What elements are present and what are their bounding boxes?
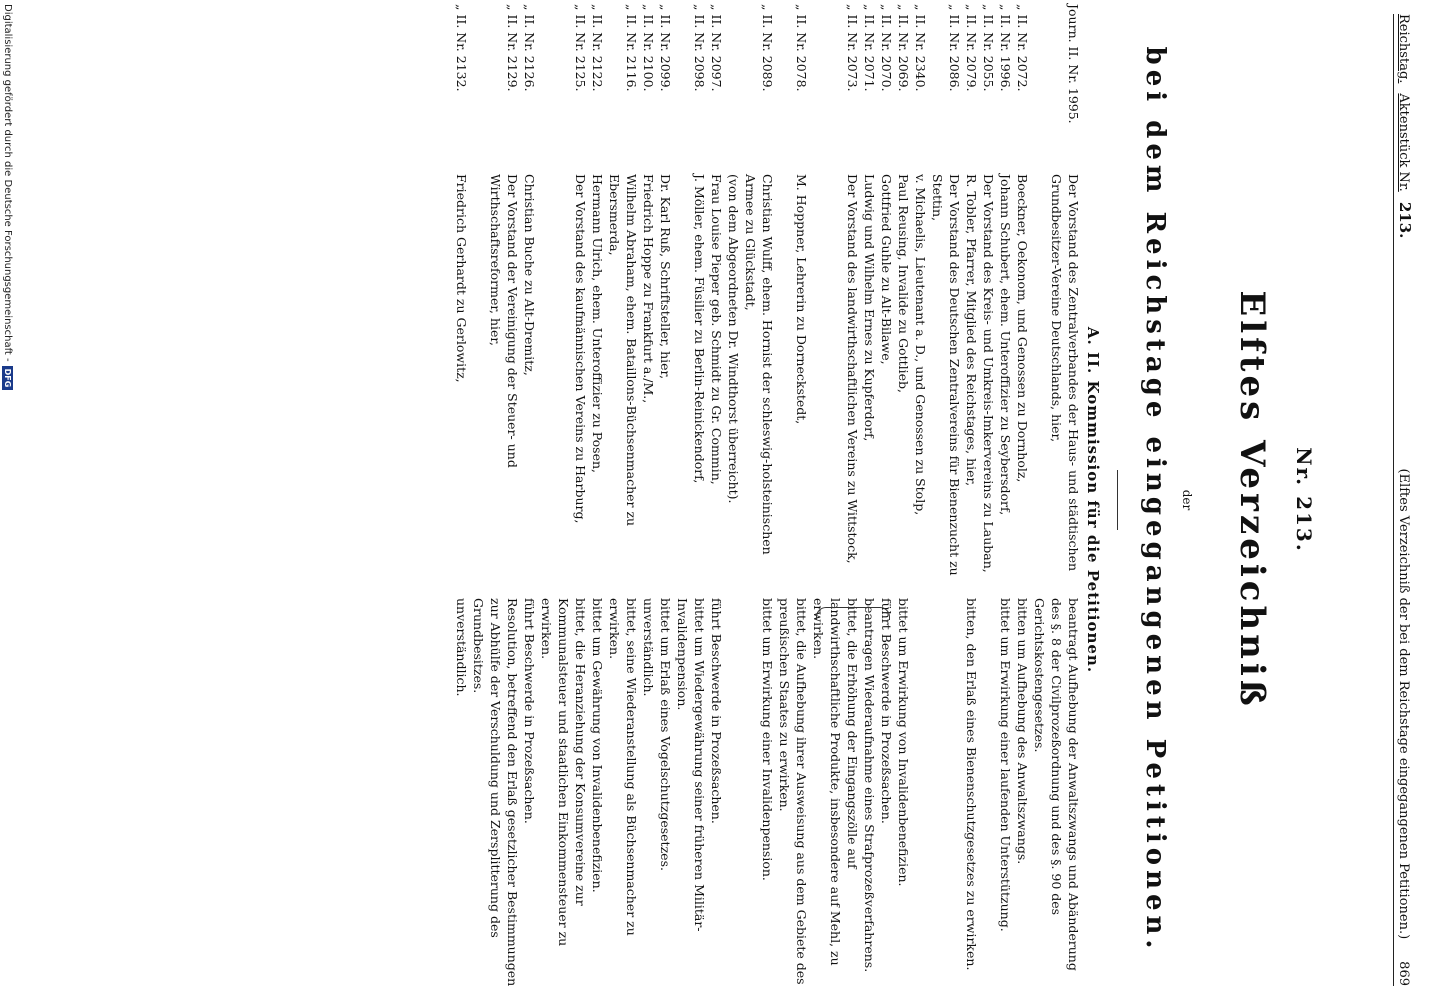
petitioner: Friedrich Gerhardt zu Gerlowitz, (454, 174, 469, 383)
header-aktenstueck: Aktenstück Nr. (1396, 93, 1411, 192)
petition-row (929, 4, 963, 996)
petition-row (895, 4, 912, 996)
journal-reference: „ II. Nr. 2070. (879, 4, 894, 92)
petitioner: Johann Schubert, ehem. Unteroffizier zu Seybersdorf, (998, 174, 1013, 516)
request: bittet um Erwirkung einer Invalidenpension. (760, 598, 775, 881)
request: führt Beschwerde in Prozeßsachen. (522, 598, 537, 824)
request: unverständlich. (641, 598, 656, 697)
petitioner: Hermann Ulrich, ehem. Unteroffizier zu Posen, (590, 174, 605, 473)
running-header (1393, 14, 1418, 986)
petitioner: Der Vorstand des kaufmännischen Vereins zu Harburg, (573, 174, 588, 524)
journal-reference: „ II. Nr. 2072. (1015, 4, 1030, 92)
title-line-1: Elftes Verzeichniß (1232, 290, 1272, 710)
request (912, 598, 929, 996)
petition-row (538, 4, 589, 996)
request (929, 598, 963, 996)
journal-reference: „ II. Nr. 2125. (573, 4, 588, 92)
petition-row (997, 4, 1014, 996)
journal-reference: „ II. Nr. 2122. (590, 4, 605, 92)
petition-row (742, 4, 776, 996)
journal-reference: „ II. Nr. 1996. (998, 4, 1013, 92)
petitioner: R. Tobler, Pfarrer, Mitglied des Reichstages, hier, (964, 174, 979, 487)
petition-row (521, 4, 538, 996)
petition-row (657, 4, 674, 996)
petitioner: J. Möller, ehem. Füsilier zu Berlin-Reinickendorf, (692, 174, 707, 484)
request: bittet um Wiedergewährung seiner früheren Militär-Invalidenpension. (675, 598, 707, 932)
petitioner: Wilhelm Abraham, ehem. Bataillons-Büchsenmacher zu Ebersmerda, (607, 174, 639, 527)
petition-row (963, 4, 980, 996)
journal-reference: „ II. Nr. 2078. (794, 4, 809, 92)
petition-row (606, 4, 640, 996)
header-paren: (Elftes Verzeichniß der bei dem Reichstage eingegangenen Petitionen.) (1396, 468, 1411, 940)
journal-reference: „ II. Nr. 2069. (896, 4, 911, 92)
title-line-2: der (1180, 489, 1194, 511)
petition-row (878, 4, 895, 996)
request: führt Beschwerde in Prozeßsachen. (709, 598, 724, 824)
petition-row (810, 4, 861, 996)
journal-reference: Journ. II. Nr. 1995. (1066, 4, 1081, 124)
petitioner: Friedrich Hoppe zu Frankfurt a./M., (641, 174, 656, 404)
request: führt Beschwerde in Prozeßsachen. (879, 598, 894, 824)
petition-row (776, 4, 810, 996)
request (980, 598, 997, 996)
request: bittet um Gewährung von Invalidenbenefizien. (590, 598, 605, 893)
request: bittet, die Heranziehung der Konsumvereine zur Kommunalsteuer und staatlichen Einkommensteuer zu erwirken. (539, 598, 588, 947)
petitioner: Frau Louise Pieper geb. Schmidt zu Gr. Commin, (709, 174, 724, 485)
petitioner: Christian Buche zu Alt-Dremitz, (522, 174, 537, 376)
request: bitten um Aufhebung des Anwaltszwangs. (1015, 598, 1030, 865)
petition-row (453, 4, 470, 996)
journal-reference: „ II. Nr. 2071. (862, 4, 877, 92)
journal-reference: „ II. Nr. 2073. (845, 4, 860, 92)
petition-row (674, 4, 708, 996)
request: bittet, seine Wiederanstellung als Büchsenmacher zu erwirken. (607, 598, 639, 936)
petitioner: M. Hoppner, Lehrerin zu Dorneckstedt, (794, 174, 809, 425)
petition-row (470, 4, 521, 996)
petitioner: Der Vorstand des Zentralverbandes der Haus- und städtischen Grundbesitzer-Vereine Deutschlands, hier, (1049, 174, 1081, 572)
request: bittet um Erlaß eines Vogelschutzgesetzes. (658, 598, 673, 871)
dfg-logo: DFG (2, 366, 13, 391)
journal-reference: „ II. Nr. 2129. (505, 4, 520, 92)
request: beantragen Wiederaufnahme eines Strafprozeßverfahrens. (862, 598, 877, 973)
journal-reference: „ II. Nr. 2097. (709, 4, 724, 92)
request: Resolution, betreffend den Erlaß gesetzlicher Bestimmungen zur Abhülfe der Verschuldung und Zersplitterung des Grundbesitzes. (471, 598, 520, 987)
header-number: 213. (1396, 201, 1414, 239)
petitioner: Ludwig und Wilhelm Ernes zu Kupferdorf, (862, 174, 877, 442)
petitioner: Gottfried Guhle zu Alt-Bilawe, (879, 174, 894, 365)
journal-reference: „ II. Nr. 2089. (760, 4, 775, 92)
request (725, 598, 742, 996)
journal-reference: „ II. Nr. 2079. (964, 4, 979, 92)
petitioner: Dr. Karl Ruß, Schriftsteller, hier, (658, 174, 673, 380)
journal-reference (725, 4, 742, 174)
petition-list (453, 4, 1082, 996)
journal-reference: „ II. Nr. 2116. (624, 4, 639, 92)
document-number: Nr. 213. (1292, 447, 1316, 553)
journal-reference: „ II. Nr. 2340. (913, 4, 928, 92)
request: bittet, die Aufhebung ihrer Ausweisung aus dem Gebiete des preußischen Staates zu erwirken. (777, 598, 809, 985)
petition-row (980, 4, 997, 996)
journal-reference: „ II. Nr. 2126. (522, 4, 537, 92)
journal-reference: „ II. Nr. 2086. (947, 4, 962, 92)
petitioner: Der Vorstand des landwirthschaftlichen Vereins zu Wittstock, (845, 174, 860, 564)
journal-reference: „ II. Nr. 2132. (454, 4, 469, 92)
petition-row (912, 4, 929, 996)
petition-row (640, 4, 657, 996)
petitioner: Paul Reusing, Invalide zu Gottlieb, (896, 174, 911, 394)
petition-row (708, 4, 725, 996)
header-reichstag: Reichstag. (1396, 14, 1411, 84)
petitioner: Der Vorstand des Deutschen Zentralvereins für Bienenzucht zu Stettin, (930, 174, 962, 576)
petitioner: Boeckner, Oekonom, und Genossen zu Dornholz, (1015, 174, 1030, 483)
footer (2, 4, 13, 390)
request: bitten, den Erlaß eines Bienenschutzgesetzes zu erwirken. (964, 598, 979, 971)
footer-text: Digitalisierung gefördert durch die Deutsche Forschungsgemeinschaft - (2, 4, 13, 362)
grouping-brace (816, 607, 890, 620)
request: bittet, die Erhöhung der Eingangszölle auf landwirthschaftliche Produkte, insbesondere auf Mehl, zu erwirken. (811, 598, 860, 966)
journal-reference: „ II. Nr. 2099. (658, 4, 673, 92)
section-heading: A. II. Kommission für die Petitionen. (1084, 326, 1102, 674)
petitioner: (von dem Abgeordneten Dr. Windthorst überreicht). (726, 174, 741, 504)
petitioner: Christian Wulff, ehem. Hornist der schleswig-holsteinischen Armee zu Glückstadt, (743, 174, 775, 555)
title-divider (1117, 470, 1118, 530)
journal-reference: „ II. Nr. 2055. (981, 4, 996, 92)
request: bittet um Erwirkung von Invalidenbenefizien. (896, 598, 911, 887)
request: bittet um Erwirkung einer laufenden Unterstützung. (998, 598, 1013, 932)
petitioner: v. Michaelis, Lieutenant a. D., und Genossen zu Stolp, (913, 174, 928, 516)
petitioner: Der Vorstand der Vereinigung der Steuer- und Wirthschaftsreformer, hier, (488, 174, 520, 468)
petition-row (589, 4, 606, 996)
page-number: 869 (1396, 961, 1411, 986)
petition-row (861, 4, 878, 996)
petition-row (725, 4, 742, 996)
title-line-3: bei dem Reichstage eingegangenen Petitionen. (1140, 46, 1170, 954)
request: unverständlich. (454, 598, 469, 697)
petitioner: Der Vorstand des Kreis- und Umkreis-Imkervereins zu Lauban, (981, 174, 996, 573)
petition-row (1014, 4, 1031, 996)
journal-reference: „ II. Nr. 2100. (641, 4, 656, 92)
petition-row (1031, 4, 1082, 996)
journal-reference: „ II. Nr. 2098. (692, 4, 707, 92)
request: beantragt Aufhebung der Anwaltszwangs und Abänderung des §. 8 der Civilprozeßordnung und des §. 90 des Gerichtskostengesetzes. (1032, 598, 1081, 971)
